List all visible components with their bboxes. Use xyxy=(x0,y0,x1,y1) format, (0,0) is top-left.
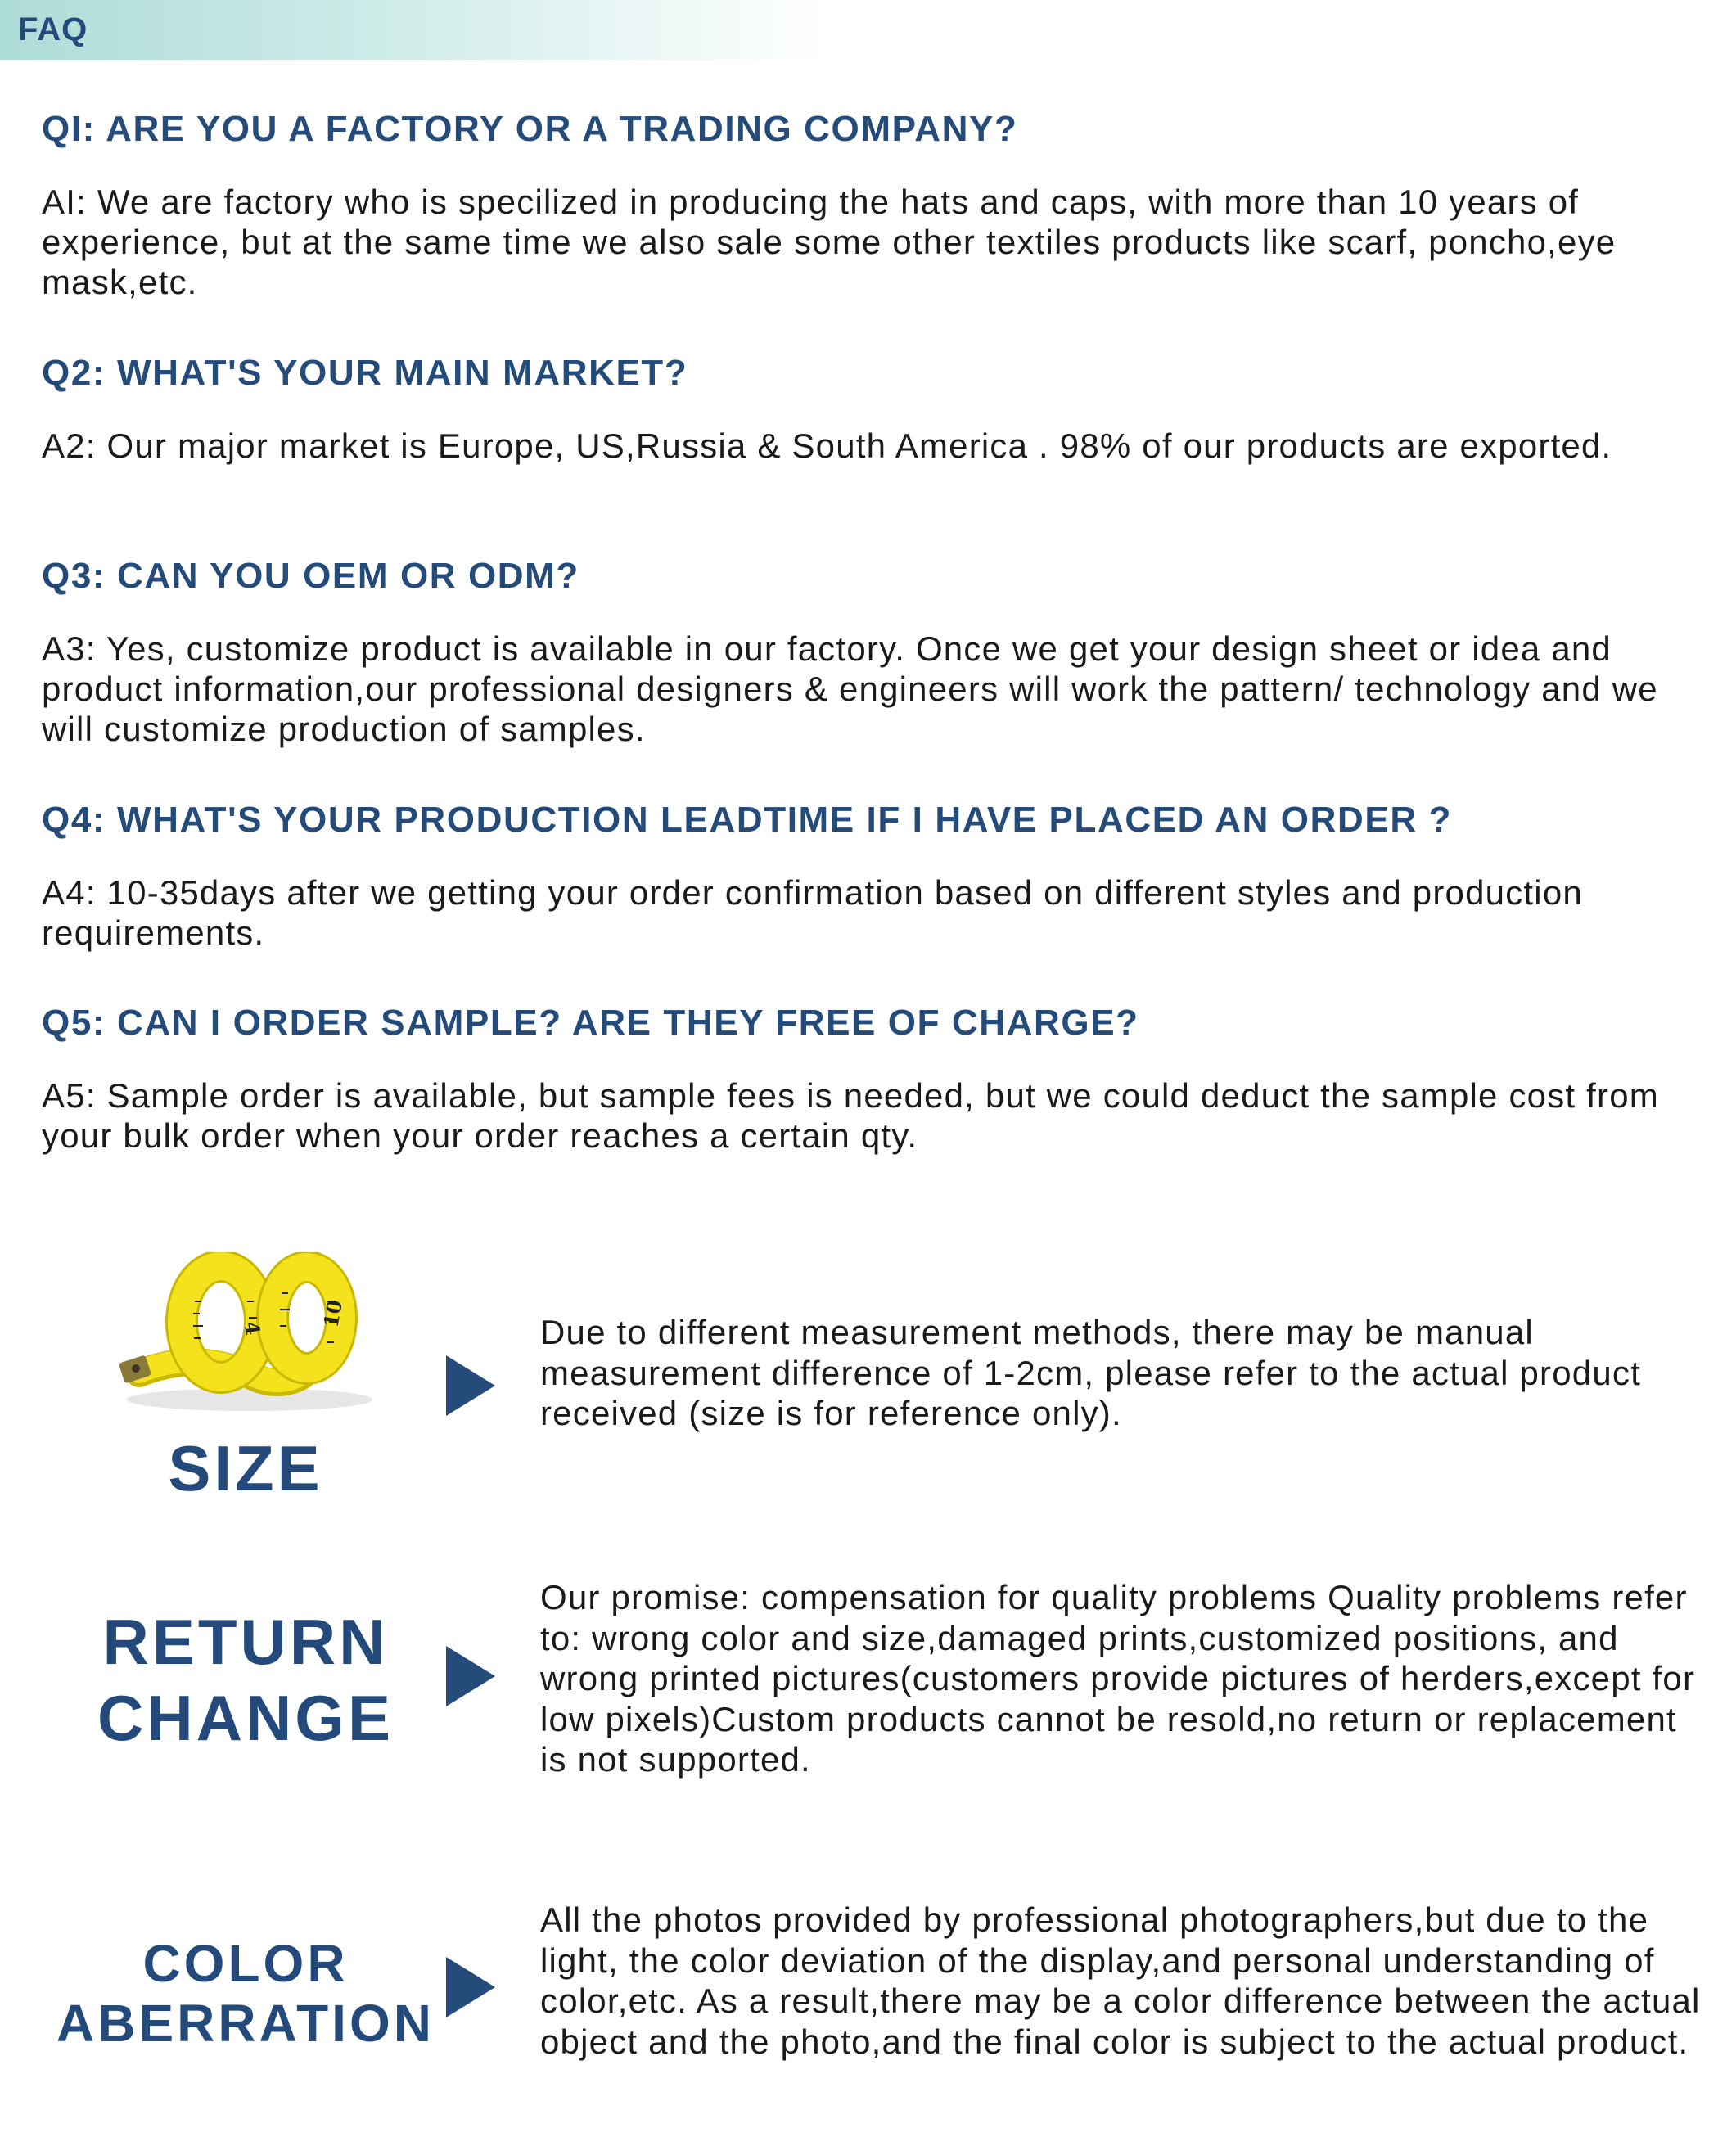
faq-item-1 xyxy=(42,109,1703,302)
size-title: SIZE xyxy=(168,1432,323,1504)
faq-answer-4: A4: 10-35days after we getting your order confirmation based on different styles and production requirements. xyxy=(42,873,1583,952)
tape-measure-icon xyxy=(106,1252,401,1424)
faq-question-2: Q2: WHAT'S YOUR MAIN MARKET? xyxy=(42,353,688,393)
faq-question-3: Q3: CAN YOU OEM OR ODM? xyxy=(42,556,579,596)
size-text: Due to different measurement methods, there may be manual measurement difference of 1-2cm, please refer to the actual product received (size is for reference only). xyxy=(540,1313,1641,1432)
faq-question-5: Q5: CAN I ORDER SAMPLE? ARE THEY FREE OF CHARGE? xyxy=(42,1003,1139,1043)
return-title-line2: CHANGE xyxy=(97,1682,394,1754)
color-arrow-icon xyxy=(446,1957,495,2017)
faq-question-4: Q4: WHAT'S YOUR PRODUCTION LEADTIME IF I HAVE PLACED AN ORDER ? xyxy=(42,800,1452,840)
faq-question-1: QI: ARE YOU A FACTORY OR A TRADING COMPANY? xyxy=(42,109,1018,149)
size-arrow-icon xyxy=(446,1355,495,1416)
faq-item-2 xyxy=(42,353,1703,466)
tape-mark-10: 10 xyxy=(318,1297,347,1329)
faq-answer-1: AI: We are factory who is specilized in producing the hats and caps, with more than 10 years of experience, but at the same time we also sale some other textiles products like scarf, poncho,eye mask,etc. xyxy=(42,183,1617,301)
color-title-line1: COLOR xyxy=(142,1934,349,1993)
color-title-line2: ABERRATION xyxy=(56,1994,435,2053)
return-title-line1: RETURN xyxy=(102,1606,389,1678)
faq-answer-3: A3: Yes, customize product is available in our factory. Once we get your design sheet or idea and product information,our professional designers & engineers will work the pattern/ technology and we will customize production of samples. xyxy=(42,629,1658,748)
faq-item-3 xyxy=(42,556,1703,749)
faq-item-4 xyxy=(42,800,1703,953)
faq-header-bar xyxy=(0,0,827,60)
faq-header-label: FAQ xyxy=(18,11,88,47)
return-text: Our promise: compensation for quality problems Quality problems refer to: wrong color and size,damaged prints,customized positions, and wrong printed pictures(customers provide pictures of herders,except for low pixels)Custom products cannot be resold,no return or replacement is not supported. xyxy=(540,1578,1696,1779)
color-text: All the photos provided by professional photographers,but due to the light, the color deviation of the display,and personal understanding of color,etc. As a result,there may be a color difference between the actual object and the photo,and the final color is subject to the actual product. xyxy=(540,1900,1701,2061)
faq-answer-5: A5: Sample order is available, but sample fees is needed, but we could deduct the sample cost from your bulk order when your order reaches a certain qty. xyxy=(42,1076,1659,1155)
tape-mark-4: 4 xyxy=(239,1319,265,1337)
return-arrow-icon xyxy=(446,1646,495,1706)
faq-item-5 xyxy=(42,1003,1703,1156)
faq-answer-2: A2: Our major market is Europe, US,Russia & South America . 98% of our products are exported. xyxy=(42,426,1612,465)
